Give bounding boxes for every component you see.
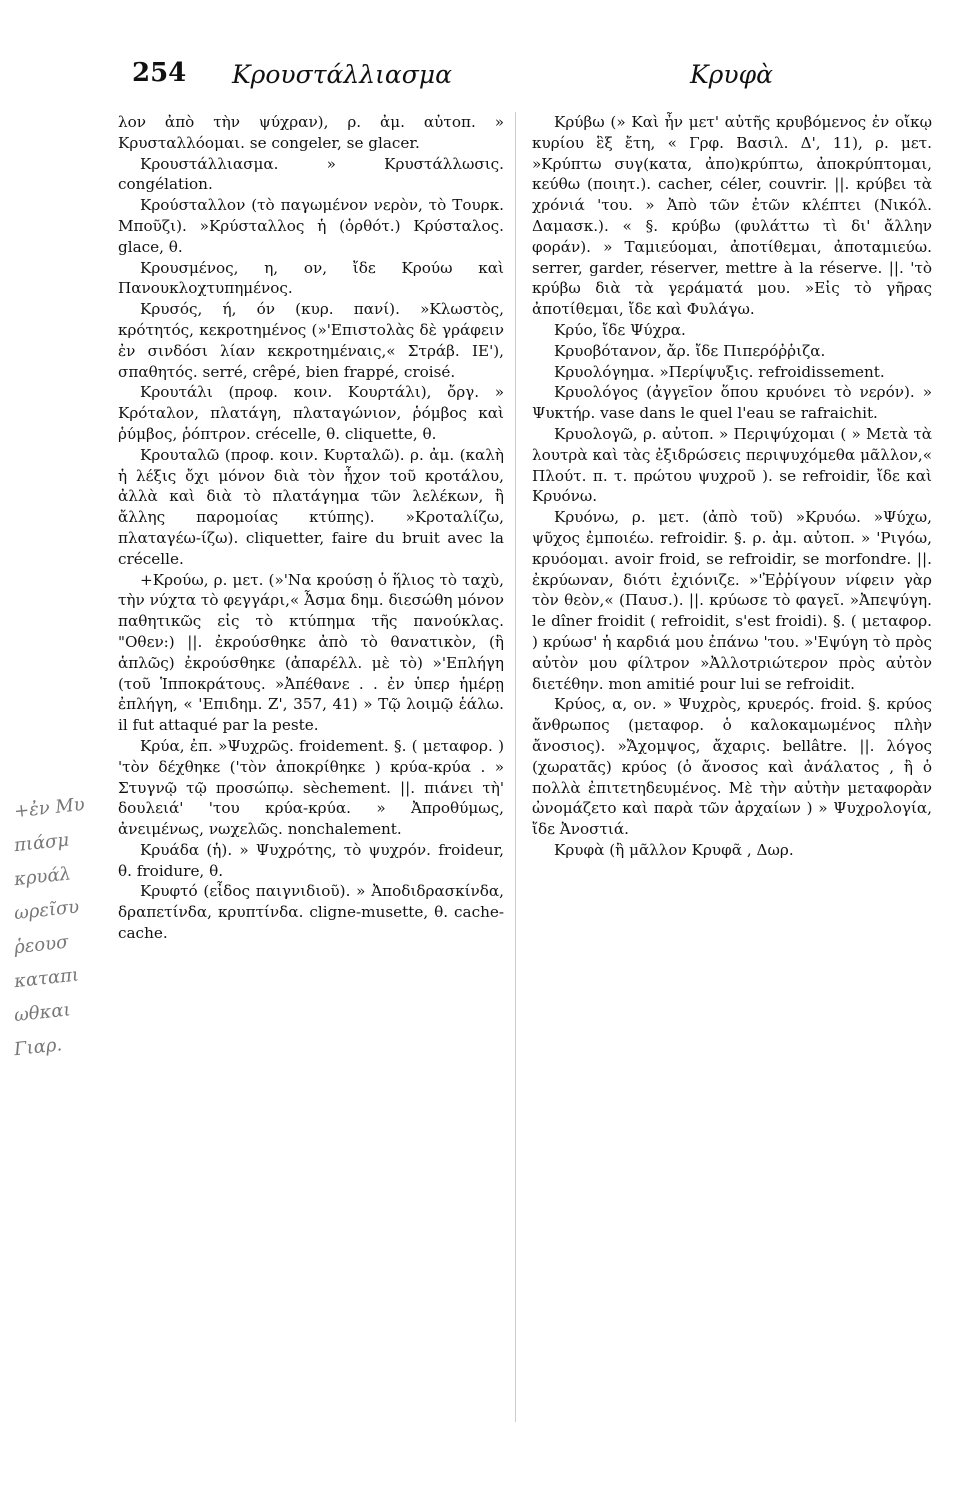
entry: Κρυοβότανον, ἄρ. ἴδε Πιπερόῤῥιζα. bbox=[554, 341, 826, 360]
entry: Κρύα, ἐπ. »Ψυχρῶς. froidement. §. ( μεταφορ. ) 'τὸν δέχθηκε ('τὸν ἀποκρίθηκε ) κρύα-κρύα . » Στυγνῷ τῷ προσώπῳ. sèchement. ||. πιάνει τὴ' δουλειά' 'του κρύα-κρύα. » Ἀπροθύμως, ἀνειμένως, νωχελῶς. nonchalement. bbox=[118, 736, 504, 839]
entry: Κρυάδα (ἡ). » Ψυχρότης, τὸ ψυχρόν. froideur, θ. froidure, θ. bbox=[118, 840, 504, 880]
entry: Κρουστάλλιασμα. » Κρυστάλλωσις. congélation. bbox=[118, 154, 504, 194]
margin-note-line: καταπι bbox=[13, 964, 80, 993]
page-header bbox=[0, 58, 970, 98]
entry: Κρυολογῶ, ρ. αὐτοπ. » Περιψύχομαι ( » Μετὰ τὰ λουτρὰ καὶ τὰς ἐξιδρώσεις περιψυχόμεθα μᾶλλον,« Πλούτ. π. τ. πρώτου ψυχροῦ ). se refroidir, ἴδε καὶ Κρυόνω. bbox=[532, 424, 932, 506]
entry: Κρούσταλλον (τὸ παγωμένον νερὸν, τὸ Τουρκ. Μποῦζι). »Κρύσταλλος ἡ (ὀρθότ.) Κρύσταλος. glace, θ. bbox=[118, 196, 504, 256]
margin-note-line: +ἐν Μυ bbox=[13, 793, 86, 823]
right-column bbox=[532, 112, 932, 861]
entry: +Κρούω, ρ. μετ. (»'Να κρούσῃ ὁ ἥλιος τὸ ταχὺ, τὴν νύχτα τὸ φεγγάρι,« Ἆσμα δημ. διεσώθη μόνον παθητικῶς εἰς τὸ κτύπημα τῆς πανούκλας. "Οθεν:) ||. ἐκρούσθηκε ἀπὸ τὸ θανατικὸν, (ἢ ἁπλῶς) ἐκρούσθηκε (ἀπαρέλλ. μὲ τὸ) »'Επλήγη (τοῦ Ἱπποκράτους. »Ἀπέθανε . . ἐν ὑπερ ἡμέρῃ ἐπλήγη, « 'Επιδημ. Ζ', 357, 41) » Τῷ λοιμῷ ἑάλω. il fut attaqué par la peste. bbox=[118, 570, 504, 735]
entry: Κρυόνω, ρ. μετ. (ἀπὸ τοῦ) »Κρυόω. »Ψύχω, ψῦχος ἐμποιέω. refroidir. §. ρ. ἀμ. αὐτοπ. » 'Ριγόω, κρυόομαι. avoir froid, se refroidir, se morfondre. ||. ἐκρύωναν, διότι ἐχιόνιζε. »'Ἐῤῥίγουν νίφειν γὰρ τὸν θεὸν,« (Παυσ.). ||. κρύωσε τὸ φαγεῖ. »Ἀπεψύγη. le dîner froidit ( refroidit, s'est froidi). §. ( μεταφορ. ) κρύωσ' ἡ καρδιά μου ἐπάνω 'του. »'Εψύγη τὸ πρὸς αὐτὸν μου φίλτρον »Ἀλλοτριώτερον πρὸς αὐτὸν διετέθην. mon amitié pour lui se refroidit. bbox=[532, 508, 932, 693]
entry: Κρυφτό (εἶδος παιγνιδιοῦ). » Ἀποδιδρασκίνδα, δραπετίνδα, κρυπτίνδα. cligne-musette, θ. cache-cache. bbox=[118, 882, 504, 943]
left-running-head: Κρουστάλλιασμα bbox=[232, 60, 452, 89]
margin-note-line: ωρεῖσυ bbox=[13, 896, 81, 925]
entry: Κρουτάλι (προφ. κοιν. Κουρτάλι), ὄργ. » Κρόταλον, πλατάγη, πλαταγώνιον, ῥόμβος καὶ ῥύμβος, ῥόπτρον. crécelle, θ. cliquette, θ. bbox=[118, 383, 504, 443]
entry: Κρυολόγημα. »Περίψυξις. refroidissement. bbox=[554, 362, 885, 381]
right-running-head: Κρυφὰ bbox=[690, 60, 773, 89]
entry: Κρύο, ἴδε Ψύχρα. bbox=[554, 320, 686, 339]
margin-note-line: ωθκαι bbox=[13, 999, 72, 1027]
entry: Κρουσμένος, η, ον, ἴδε Κρούω καὶ Πανουκλοχτυπημένος. bbox=[118, 258, 504, 298]
entry: Κρύβω (» Καὶ ἦν μετ' αὐτῆς κρυβόμενος ἐν οἴκῳ κυρίου ἓξ ἔτη, « Γρφ. Βασιλ. Δ', 11), ρ. μετ. »Κρύπτω συγ(κατα, ἀπο)κρύπτω, ἀποκρύπτομαι, κεύθω (ποιητ.). cacher, céler, couvrir. ||. κρύβει τὰ χρόνιά 'του. » Ἀπὸ τῶν ἐτῶν κλέπτει (Νικόλ. Δαμασκ.). « §. κρύβω (φυλάττω τὶ δι' ἄλλην φοράν). » Ταμιεύομαι, ἀποτίθεμαι, ἀποταμιεύω. serrer, garder, réserver, mettre à la réserve. ||. 'τὸ κρύβω διὰ τὰ γεράματά μου. »Εἰς τὸ γῆρας ἀποτίθεμαι, ἴδε καὶ Φυλάγω. bbox=[532, 113, 932, 319]
page-number: 254 bbox=[132, 58, 187, 88]
entry: Κρυφὰ (ἢ μᾶλλον Κρυφᾶ , Δωρ. bbox=[554, 840, 794, 859]
entry-continuation: λον ἀπὸ τὴν ψύχραν), ρ. ἀμ. αὐτοπ. » Κρυσταλλόομαι. se congeler, se glacer. bbox=[118, 113, 504, 152]
left-column bbox=[118, 112, 504, 944]
margin-note-line: Γιαρ. bbox=[13, 1034, 64, 1061]
entry: Κρουταλῶ (προφ. κοιν. Κυρταλῶ). ρ. ἀμ. (καλὴ ἡ λέξις ὄχι μόνον διὰ τὸν ἦχον τοῦ κροτάλου, ἀλλὰ καὶ διὰ τὸ πλατάγημα τῶν λελέκων, ἢ ἄλλης παρομοίας κτύπης). »Κροταλίζω, πλαταγέω-ίζω). cliquetter, faire du bruit avec la crécelle. bbox=[118, 445, 504, 568]
entry: Κρύος, α, ον. » Ψυχρὸς, κρυερός. froid. §. κρύος ἄνθρωπος (μεταφορ. ὁ καλοκαμωμένος πλὴν ἄνοσιος). »Ἄχομψος, ἄχαρις. bellâtre. ||. λόγος (χωρατᾶς) κρύος (ὁ ἄνοσος καὶ ἀνάλατος , ἢ ὁ πολλὰ ἐπιτετηδευμένος. Μὲ τὴν αὐτὴν μεταφορὰν ὠνομάζετο καὶ παρὰ τῶν ἀρχαίων ) » Ψυχρολογία, ἴδε Ἀνοστιά. bbox=[532, 695, 932, 839]
margin-note-line: πιάσμ bbox=[13, 829, 71, 857]
margin-note-line: κρυάλ bbox=[13, 863, 72, 891]
entry: Κρυσός, ή, όν (κυρ. πανί). »Κλωστὸς, κρότητός, κεκροτημένος (»'Επιστολὰς δὲ γράφειν ἐν σινδόσι λίαν κεκροτημέναις,« Στράβ. ΙΕ'), σπαθητός. serré, crêpé, bien frappé, croisé. bbox=[118, 300, 504, 381]
margin-note-line: ῥεουσ bbox=[13, 931, 70, 959]
handwritten-margin-notes bbox=[14, 790, 114, 1062]
entry: Κρυολόγος (ἀγγεῖον ὅπου κρυόνει τὸ νερόν). » Ψυκτήρ. vase dans le quel l'eau se rafraichit. bbox=[532, 383, 932, 423]
column-divider bbox=[515, 112, 516, 1422]
